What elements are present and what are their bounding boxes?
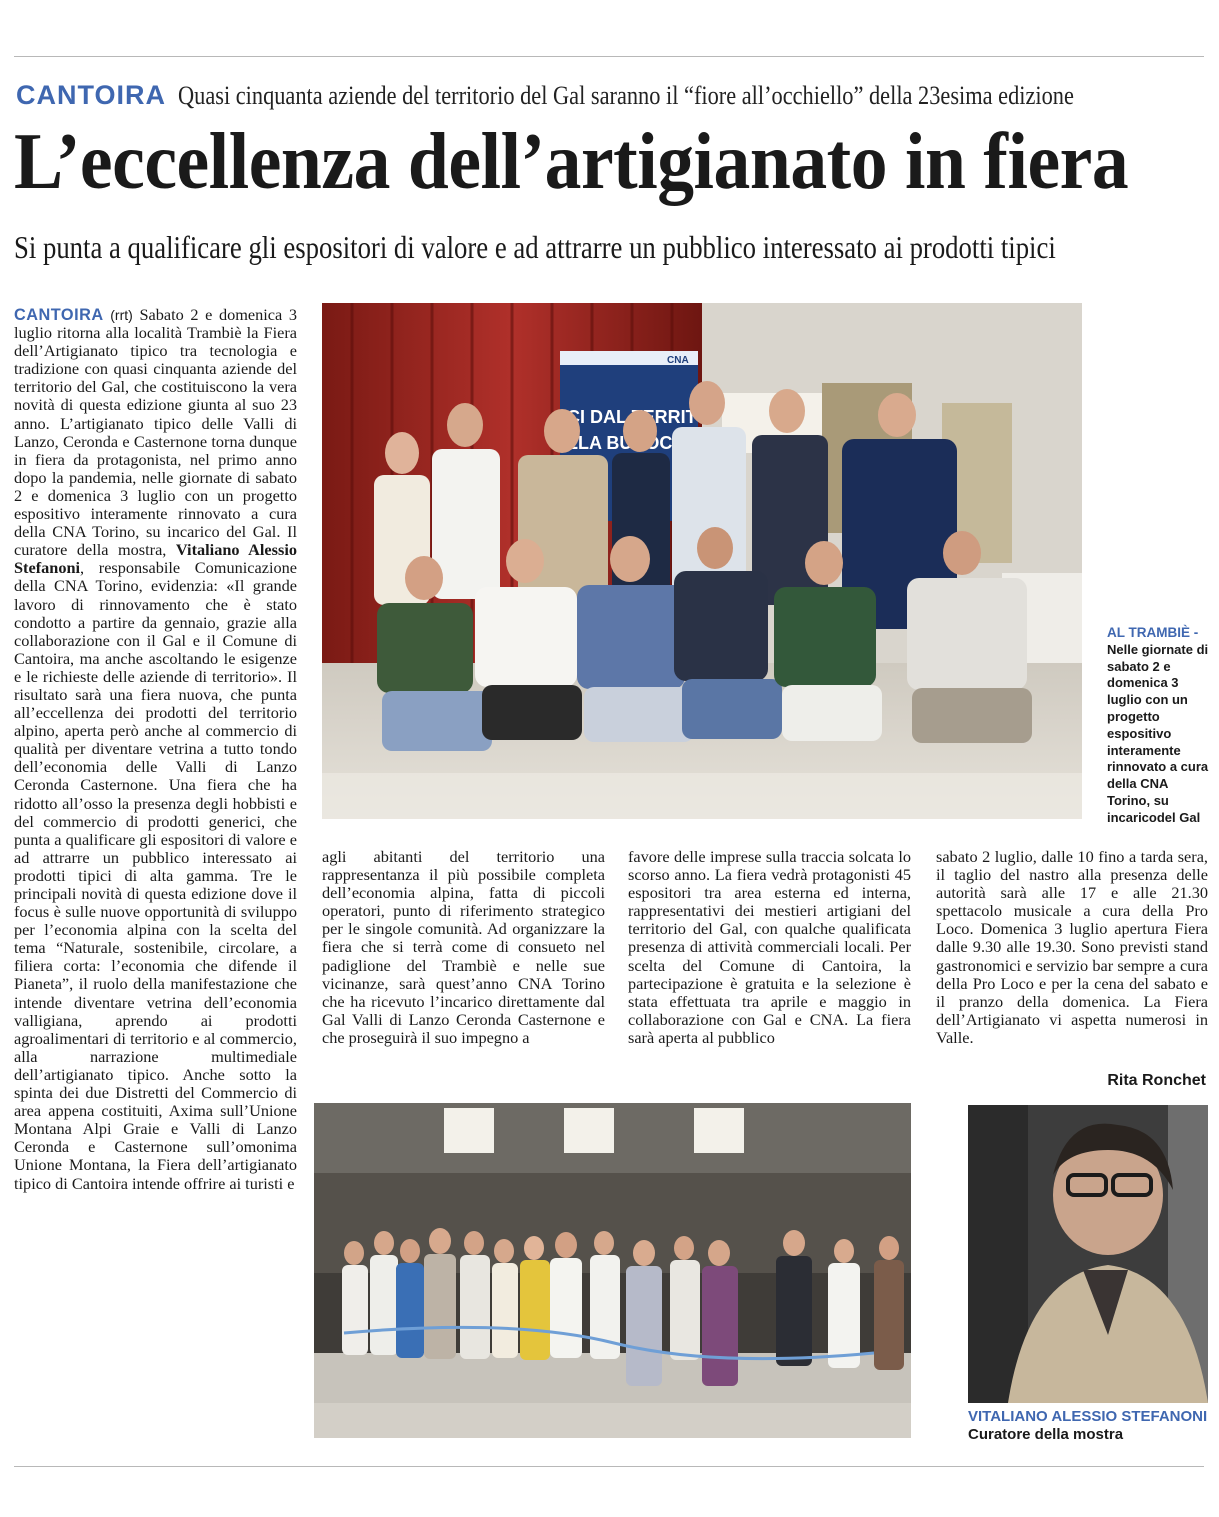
banner-text-2: LLA BUROCRAZ <box>567 433 710 453</box>
kicker-location: CANTOIRA <box>16 80 167 110</box>
headline: L’eccellenza dell’artigianato in fiera <box>14 118 1129 206</box>
subheadline: Si punta a qualificare gli espositori di valore e ad attrarre un pubblico interessato ai prodotti tipici <box>14 229 1056 265</box>
group-photo-image <box>322 303 1082 819</box>
col4-text: sabato 2 luglio, dalle 10 fino a tarda sera, il taglio del nastro alla presenza delle autorità sarà alle 17 e alle 21.30 spettacolo musicale a cura della Pro Loco. Domenica 3 luglio apertura Fiera dalle 9.30 alle 19.30. Sono previsti stand gastronomici e servizio bar sempre a cura della Pro Loco e per la cena del sabato e il pranzo della domenica. La Fiera dell’Artigianato vi aspetta numerosi in Valle. <box>936 848 1208 1047</box>
author-byline: Rita Ronchet <box>1107 1072 1206 1089</box>
bottom-rule <box>14 1466 1204 1467</box>
caption-text: Nelle giornate di sabato 2 e domenica 3 luglio con un progetto espositivo interamente rinnovato a cura della CNA Torino, su incaricodel Gal <box>1107 641 1209 825</box>
ribbon-cutting-photo <box>314 1103 911 1438</box>
portrait-caption <box>968 1408 1208 1444</box>
caption-title: AL TRAMBIÈ - <box>1107 625 1199 640</box>
col3-text: favore delle imprese sulla traccia solcata lo scorso anno. La fiera vedrà protagonisti 45 espositori tra area esterna ed interna, rappresentativi dei mestieri artigiani del territorio del Gal, con qualche qualificata presenza di attività commerciali locali. Per scelta del Comune di Cantoira, la partecipazione è gratuita e la selezione è stata effettuata tra aprile e maggio in collaborazione con Gal e CNA. La fiera sarà aperta al pubblico <box>628 848 911 1047</box>
article-column-4 <box>936 848 1208 1070</box>
curator-portrait-photo <box>968 1105 1208 1403</box>
group-photo <box>322 303 1082 819</box>
ribbon-cutting-image <box>314 1103 911 1438</box>
portrait-caption-name: VITALIANO ALESSIO STEFANONI <box>968 1408 1208 1425</box>
banner-text-1: CI DAL TERRITO <box>567 407 711 427</box>
lead-credit: (rrt) <box>110 307 133 323</box>
top-rule <box>14 56 1204 57</box>
group-photo-caption <box>1107 625 1213 827</box>
portrait-caption-role: Curatore della mostra <box>968 1426 1124 1443</box>
lead-location: CANTOIRA <box>14 306 104 324</box>
kicker-text: Quasi cinquanta aziende del territorio del Gal saranno il “fiore all’occhiello” della 23esima edizione <box>178 81 1074 110</box>
article-column-3 <box>628 848 911 1088</box>
col1-text-b: , responsabile Comunicazione della CNA Torino, evidenzia: «Il grande lavoro di rinnovamento che è stato condotto a partire da gennaio, grazie alla collaborazione con il Gal e il Comune di Cantoira, ma anche ascoltando le esigenze e le richieste delle aziende di territorio». Il risultato sarà una fiera nuova, che punta all’eccellenza dei prodotti del territorio alpino, aperta però anche al commercio di qualità per diventare vetrina a tutto tondo dell’economia delle Valli di Lanzo Ceronda Casternone. Una fiera che ha ridotto all’osso la presenza degli hobbisti e del commercio di prodotti generici, che punta a qualificare gli espositori di valore e ad attrarre un pubblico interessato ai prodotti tipici di alta gamma. Tre le principali novità di questa edizione dove il focus è sulle nuove opportunità di sviluppo per l’economia alpina con la scelta del tema “Naturale, sostenibile, circolare, a filiera corta: l’economia che difende il Pianeta”, il ruolo della manifestazione che intende diventare vetrina dell’economia valligiana, aprendo ai prodotti agroalimentari di territorio e al commercio, alla narrazione multimediale dell’artigianato tipico. Anche sotto la spinta dei due Distretti del Commercio di area appena costituiti, Axima sull’Unione Montana Alpi Graie e Valli di Lanzo Ceronda e Casternone sull’omonima Unione Montana, la Fiera dell’artigianato tipico di Cantoira intende offrire ai turisti e <box>14 558 297 1193</box>
col2-text: agli abitanti del territorio una rappresentanza il più possibile completa dell’economia alpina, fatta di piccoli operatori, punto di riferimento strategico per le singole comunità. Ad organizzare la fiera che si terrà come di consueto nel padiglione del Trambiè e nelle sue vicinanze, sarà quest’anno CNA Torino che ha ricevuto l’incarico direttamente dal Gal Valli di Lanzo Ceronda Casternone e che proseguirà il suo impegno a <box>322 848 605 1047</box>
article-column-2 <box>322 848 605 1088</box>
col1-text-a: Sabato 2 e domenica 3 luglio ritorna alla località Trambiè la Fiera dell’Artigianato tipico tra tecnologia e tradizione con quasi cinquanta aziende del territorio del Gal, che costituiscono la vera novità di questa edizione giunta al suo 23 anno. L’artigianato tipico delle Valli di Lanzo, Ceronda e Casternone torna dunque in fiera da protagonista, nel primo anno dopo la pandemia, nelle giornate di sabato 2 e domenica 3 luglio con un progetto espositivo interamente rinnovato a cura della CNA Torino, su incarico del Gal. Il curatore della mostra, <box>14 306 297 560</box>
banner-logo: CNA <box>667 355 689 366</box>
article-column-1 <box>14 306 297 1440</box>
curator-portrait-image <box>968 1105 1208 1403</box>
curator-name: Vitaliano Alessio Stefanoni <box>14 540 297 578</box>
kicker <box>16 80 1206 114</box>
